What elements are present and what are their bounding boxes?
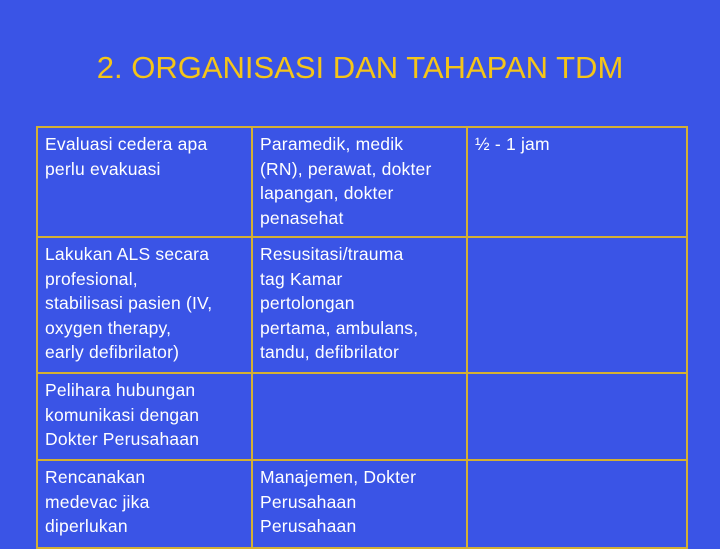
activity-cell (37, 127, 252, 237)
time-cell (467, 237, 687, 373)
activity-cell (37, 237, 252, 373)
time-cell (467, 373, 687, 460)
personnel-text: Paramedik, medik (RN), perawat, dokter lapangan, dokter penasehat (260, 134, 432, 228)
time-text: ½ - 1 jam (475, 134, 550, 154)
table-row (37, 373, 687, 460)
activity-cell (37, 460, 252, 548)
time-cell (467, 127, 687, 237)
tdm-stages-table (36, 126, 688, 549)
table-row (37, 127, 687, 237)
personnel-text: Manajemen, Dokter Perusahaan Perusahaan (260, 467, 417, 536)
personnel-cell (252, 237, 467, 373)
personnel-text: Resusitasi/trauma tag Kamar pertolongan pertama, ambulans, tandu, defibrilator (260, 244, 419, 362)
activity-text: Rencanakan medevac jika diperlukan (45, 467, 150, 536)
personnel-cell (252, 127, 467, 237)
table-row (37, 237, 687, 373)
activity-text: Pelihara hubungan komunikasi dengan Dokter Perusahaan (45, 380, 200, 449)
time-cell (467, 460, 687, 548)
personnel-cell (252, 373, 467, 460)
activity-text: Evaluasi cedera apa perlu evakuasi (45, 134, 208, 179)
table-row (37, 460, 687, 548)
personnel-cell (252, 460, 467, 548)
activity-cell (37, 373, 252, 460)
activity-text: Lakukan ALS secara profesional, stabilisasi pasien (IV, oxygen therapy, early defibrilator) (45, 244, 213, 362)
slide-title: 2. ORGANISASI DAN TAHAPAN TDM (96, 50, 624, 85)
